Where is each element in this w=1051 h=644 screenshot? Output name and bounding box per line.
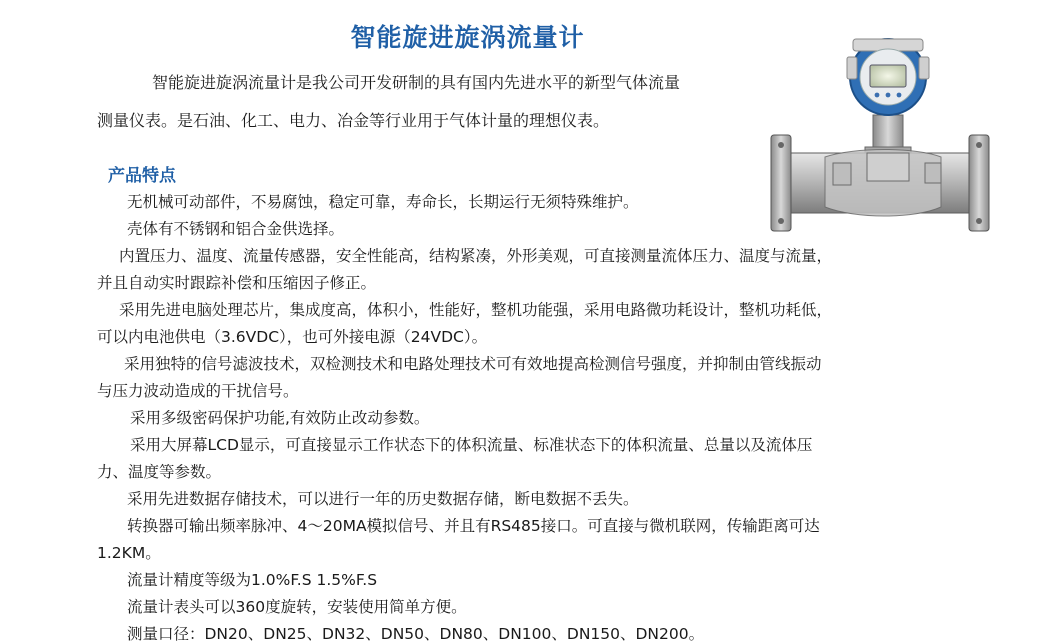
intro-line-2: 测量仪表。是石油、化工、电力、冶金等行业用于气体计量的理想仪表。 [97,111,610,130]
feature-line: 内置压力、温度、流量传感器，安全性能高，结构紧凑，外形美观，可直接测量流体压力、温度与流量， [119,247,833,265]
feature-line: 可以内电池供电（3.6VDC），也可外接电源（24VDC）。 [97,328,488,346]
feature-line: 流量计精度等级为1.0%F.S 1.5%F.S [127,571,378,589]
section-title-features: 产品特点 [108,166,176,186]
feature-line: 采用先进电脑处理芯片，集成度高，体积小，性能好，整机功能强，采用电路微功耗设计，整机功耗低， [119,301,833,319]
page-title: 智能旋进旋涡流量计 [350,23,585,52]
feature-line: 与压力波动造成的干扰信号。 [97,382,299,400]
feature-line: 流量计表头可以360度旋转，安装使用简单方便。 [127,598,467,616]
feature-line: 壳体有不锈钢和铝合金供选择。 [127,220,345,238]
vortex-flowmeter-device-icon [765,35,995,235]
feature-line: 并且自动实时跟踪补偿和压缩因子修正。 [97,274,377,292]
feature-line: 转换器可输出频率脉冲、4～20MA模拟信号、并且有RS485接口。可直接与微机联网，传输距离可达 [127,517,820,535]
feature-line: 采用先进数据存储技术，可以进行一年的历史数据存储，断电数据不丢失。 [127,490,639,508]
feature-line: 采用独特的信号滤波技术，双检测技术和电路处理技术可有效地提高检测信号强度，并抑制由管线振动 [124,355,822,373]
intro-line-1: 智能旋进旋涡流量计是我公司开发研制的具有国内先进水平的新型气体流量 [152,73,681,92]
feature-line: 采用多级密码保护功能,有效防止改动参数。 [130,409,430,427]
feature-line: 无机械可动部件，不易腐蚀，稳定可靠，寿命长，长期运行无须特殊维护。 [127,193,639,211]
feature-line: 力、温度等参数。 [97,463,222,481]
feature-line: 测量口径：DN20、DN25、DN32、DN50、DN80、DN100、DN150、DN200。 [127,625,705,643]
feature-line: 1.2KM。 [97,544,161,562]
feature-line: 采用大屏幕LCD显示，可直接显示工作状态下的体积流量、标准状态下的体积流量、总量以及流体压 [130,436,813,454]
